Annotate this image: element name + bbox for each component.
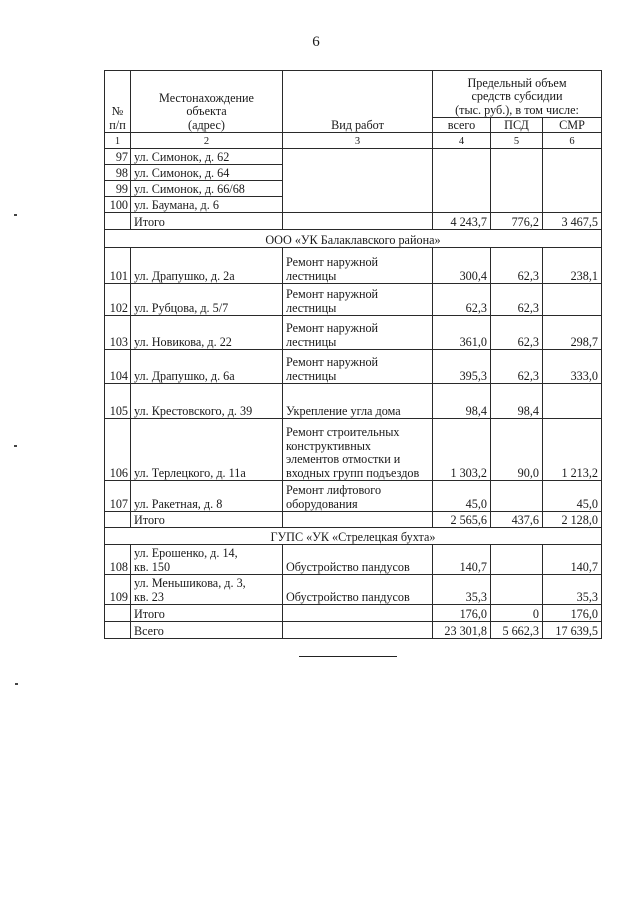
section-title: ООО «УК Балаклавского района»	[105, 230, 602, 248]
table-row	[105, 248, 602, 284]
row-number: 99	[105, 181, 131, 197]
row-address: ул. Ерошенко, д. 14, кв. 150	[131, 545, 283, 575]
row-work-type: Ремонт строительных конструктивных элементов отмостки и входных групп подъездов	[283, 419, 433, 481]
row-total: 35,3	[433, 575, 491, 605]
row-number: 104	[105, 350, 131, 384]
grand-total-row	[105, 622, 602, 639]
total-psd: 776,2	[491, 213, 543, 230]
row-address: ул. Рубцова, д. 5/7	[131, 284, 283, 316]
row-work-type: Обустройство пандусов	[283, 545, 433, 575]
column-number: 1	[105, 133, 131, 149]
row-number: 101	[105, 248, 131, 284]
header-psd: ПСД	[491, 118, 543, 133]
column-number: 5	[491, 133, 543, 149]
total-label: Итого	[131, 213, 283, 230]
row-psd: 62,3	[491, 248, 543, 284]
row-address: ул. Симонок, д. 66/68	[131, 181, 283, 197]
row-total: 361,0	[433, 316, 491, 350]
scan-speck	[15, 683, 18, 685]
row-smr: 298,7	[543, 316, 602, 350]
table-row	[105, 481, 602, 512]
total-psd: 437,6	[491, 512, 543, 528]
row-psd	[491, 481, 543, 512]
row-address: ул. Драпушко, д. 2а	[131, 248, 283, 284]
total-smr: 176,0	[543, 605, 602, 622]
row-smr: 333,0	[543, 350, 602, 384]
section-title: ГУПС «УК «Стрелецкая бухта»	[105, 528, 602, 545]
total-all: 4 243,7	[433, 213, 491, 230]
row-work-type: Ремонт наружной лестницы	[283, 350, 433, 384]
row-psd	[491, 575, 543, 605]
row-psd: 62,3	[491, 316, 543, 350]
row-total: 62,3	[433, 284, 491, 316]
column-number: 2	[131, 133, 283, 149]
row-smr: 1 213,2	[543, 419, 602, 481]
total-all: 2 565,6	[433, 512, 491, 528]
row-psd: 90,0	[491, 419, 543, 481]
end-rule	[299, 656, 397, 657]
row-psd	[491, 545, 543, 575]
row-total	[433, 149, 491, 213]
row-total: 1 303,2	[433, 419, 491, 481]
page-number: 6	[312, 34, 320, 50]
row-address: ул. Крестовского, д. 39	[131, 384, 283, 419]
row-number: 108	[105, 545, 131, 575]
row-address: ул. Баумана, д. 6	[131, 197, 283, 213]
total-psd: 0	[491, 605, 543, 622]
total-row	[105, 213, 602, 230]
column-numbers-row	[105, 133, 602, 149]
row-address: ул. Терлецкого, д. 11а	[131, 419, 283, 481]
row-smr	[543, 384, 602, 419]
header-row	[105, 71, 602, 118]
header-subsidy-group: Предельный объем средств субсидии (тыс. руб.), в том числе:	[433, 71, 602, 118]
table-row	[105, 316, 602, 350]
total-smr: 3 467,5	[543, 213, 602, 230]
total-row	[105, 512, 602, 528]
section-row	[105, 230, 602, 248]
table-row	[105, 419, 602, 481]
row-smr: 45,0	[543, 481, 602, 512]
grand-total-psd: 5 662,3	[491, 622, 543, 639]
row-smr	[543, 284, 602, 316]
row-work-type	[283, 149, 433, 213]
header-smr: СМР	[543, 118, 602, 133]
row-psd	[491, 149, 543, 213]
column-number: 4	[433, 133, 491, 149]
row-smr: 238,1	[543, 248, 602, 284]
subsidy-table	[104, 70, 602, 639]
column-number: 6	[543, 133, 602, 149]
grand-total-all: 23 301,8	[433, 622, 491, 639]
row-address: ул. Драпушко, д. 6а	[131, 350, 283, 384]
row-work-type: Ремонт лифтового оборудования	[283, 481, 433, 512]
table-row	[105, 284, 602, 316]
table-row	[105, 149, 602, 165]
column-number: 3	[283, 133, 433, 149]
row-work-type: Ремонт наружной лестницы	[283, 248, 433, 284]
row-work-type: Ремонт наружной лестницы	[283, 284, 433, 316]
row-work-type: Ремонт наружной лестницы	[283, 316, 433, 350]
row-address: ул. Симонок, д. 64	[131, 165, 283, 181]
row-psd: 98,4	[491, 384, 543, 419]
row-total: 45,0	[433, 481, 491, 512]
row-number: 97	[105, 149, 131, 165]
total-row	[105, 605, 602, 622]
grand-total-smr: 17 639,5	[543, 622, 602, 639]
total-all: 176,0	[433, 605, 491, 622]
total-label: Итого	[131, 512, 283, 528]
header-num: № п/п	[105, 71, 131, 133]
scan-speck	[14, 445, 17, 447]
row-work-type: Обустройство пандусов	[283, 575, 433, 605]
scan-speck	[14, 214, 17, 216]
header-address: Местонахождение объекта (адрес)	[131, 71, 283, 133]
total-smr: 2 128,0	[543, 512, 602, 528]
row-smr	[543, 149, 602, 213]
total-label: Итого	[131, 605, 283, 622]
row-total: 395,3	[433, 350, 491, 384]
row-total: 300,4	[433, 248, 491, 284]
row-address: ул. Ракетная, д. 8	[131, 481, 283, 512]
row-number: 103	[105, 316, 131, 350]
row-number: 107	[105, 481, 131, 512]
section-row	[105, 528, 602, 545]
row-total: 140,7	[433, 545, 491, 575]
row-total: 98,4	[433, 384, 491, 419]
table-row	[105, 545, 602, 575]
grand-total-label: Всего	[131, 622, 283, 639]
table-row	[105, 384, 602, 419]
row-number: 109	[105, 575, 131, 605]
row-psd: 62,3	[491, 284, 543, 316]
header-work-type: Вид работ	[283, 71, 433, 133]
row-psd: 62,3	[491, 350, 543, 384]
row-number: 98	[105, 165, 131, 181]
table-row	[105, 575, 602, 605]
row-number: 100	[105, 197, 131, 213]
header-total: всего	[433, 118, 491, 133]
row-address: ул. Симонок, д. 62	[131, 149, 283, 165]
row-smr: 140,7	[543, 545, 602, 575]
row-number: 105	[105, 384, 131, 419]
row-work-type: Укрепление угла дома	[283, 384, 433, 419]
row-number: 106	[105, 419, 131, 481]
table-row	[105, 350, 602, 384]
row-number: 102	[105, 284, 131, 316]
row-smr: 35,3	[543, 575, 602, 605]
row-address: ул. Новикова, д. 22	[131, 316, 283, 350]
row-address: ул. Меньшикова, д. 3, кв. 23	[131, 575, 283, 605]
